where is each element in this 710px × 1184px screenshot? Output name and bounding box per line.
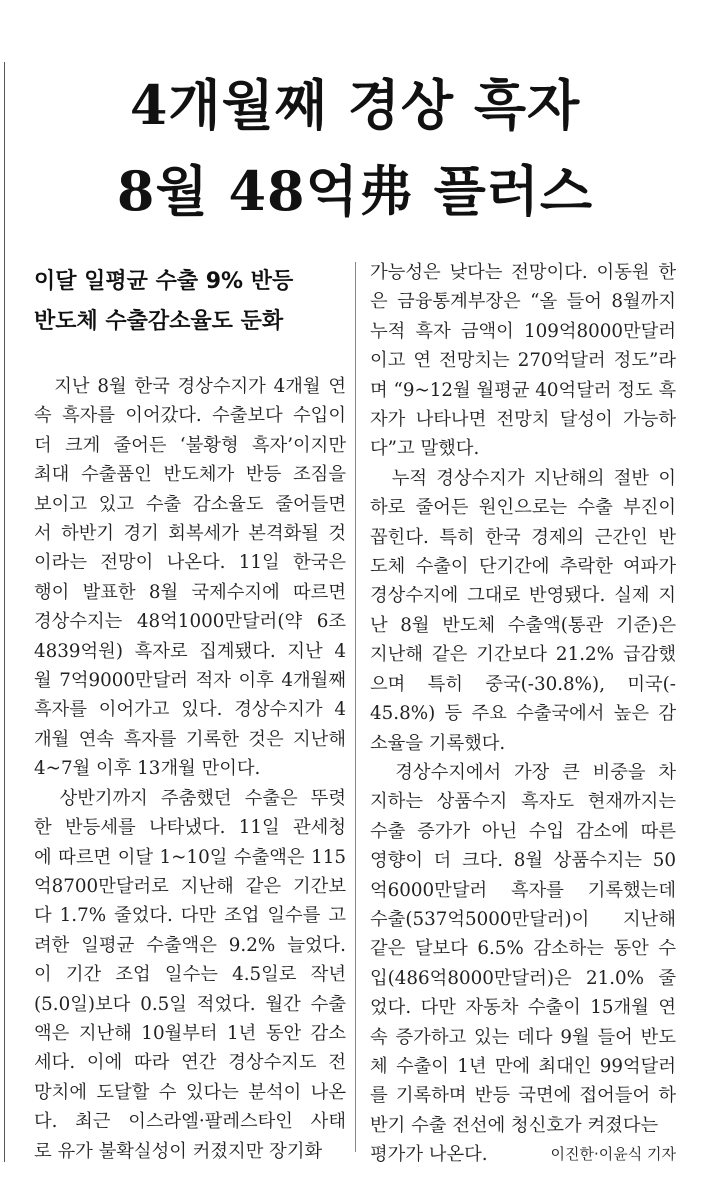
left-column-body [34, 372, 346, 1166]
body-line: 지난해 같은 기간보다 21.2% 급감했 [370, 644, 676, 666]
body-line: 려한 일평균 수출액은 9.2% 늘었다. [34, 934, 346, 956]
body-line: 도체 수출이 단기간에 추락한 여파가 [370, 556, 676, 578]
body-line: 며 “9~12월 월평균 40억달러 정도 흑 [370, 379, 676, 401]
body-line: 45.8%) 등 주요 수출국에서 높은 감 [370, 703, 676, 725]
body-line: 경상수지에서 가장 큰 비중을 차 [370, 761, 676, 783]
body-line: 누적 흑자 금액이 109억8000만달러 [370, 320, 676, 342]
body-line: 속 증가하고 있는 데다 9월 들어 반도 [370, 1026, 676, 1048]
body-line: 4~7월 이후 13개월 만이다. [34, 758, 261, 780]
body-line: 지하는 상품수지 흑자도 현재까지는 [370, 791, 676, 813]
body-line: 소율을 기록했다. [370, 732, 506, 754]
body-line: 를 기록하며 반등 국면에 접어들어 하 [370, 1085, 676, 1107]
body-line: 가능성은 낮다는 전망이다. 이동원 한 [370, 262, 676, 283]
body-line: 영향이 더 크다. 8월 상품수지는 50 [370, 850, 676, 872]
body-line: 으며 특히 중국(-30.8%), 미국(- [370, 673, 676, 695]
body-line: 난 8월 반도체 수출액(통관 기준)은 [370, 614, 676, 636]
body-line: 망치에 도달할 수 있다는 분석이 나온 [34, 1081, 346, 1103]
body-line: 수출(537억5000만달러)이 지난해 [370, 908, 676, 930]
body-line: 다”고 말했다. [370, 438, 480, 460]
body-line: 꼽힌다. 특히 한국 경제의 근간인 반 [370, 526, 676, 548]
right-column-body [370, 258, 676, 1140]
body-line: 경상수지는 48억1000만달러(약 6조 [34, 611, 346, 633]
subheadline-line-1: 이달 일평균 수출 9% 반등 [34, 269, 294, 294]
body-line: 월 7억9000만달러 적자 이후 4개월째 [34, 670, 346, 692]
article-left-column [34, 258, 346, 1166]
body-line: 누적 경상수지가 지난해의 절반 이 [370, 467, 676, 489]
body-line: 최대 수출품인 반도체가 반등 조짐을 [34, 464, 346, 486]
body-line: 이라는 전망이 나온다. 11일 한국은 [34, 552, 346, 574]
body-line: 액은 지난해 10월부터 1년 동안 감소 [34, 1022, 346, 1044]
body-line: 자가 나타나면 전망치 달성이 가능하 [370, 409, 676, 431]
headline-line-2: 8월 48억弗 플러스 [116, 159, 594, 223]
body-line: 이고 연 전망치는 270억달러 정도”라 [370, 350, 676, 372]
body-line: 다. 최근 이스라엘·팔레스타인 사태 [34, 1111, 346, 1133]
body-line: 한 반등세를 나타냈다. 11일 관세청 [34, 817, 346, 839]
subheadline [34, 262, 346, 342]
column-divider [355, 262, 356, 1152]
body-line: 체 수출이 1년 만에 최대인 99억달러 [370, 1055, 676, 1077]
body-line: 이 기간 조업 일수는 4.5일로 작년 [34, 964, 346, 986]
body-line: 은 금융통계부장은 “올 들어 8월까지 [370, 291, 676, 313]
body-line: 속 흑자를 이어갔다. 수출보다 수입이 [34, 405, 346, 427]
body-line: 반기 수출 전선에 청신호가 켜졌다는 [370, 1114, 659, 1136]
body-line: 상반기까지 주춤했던 수출은 뚜렷 [34, 787, 346, 809]
body-line: (5.0일)보다 0.5일 적었다. 월간 수출 [34, 993, 346, 1015]
closing-row [370, 1140, 676, 1169]
body-line: 세다. 이에 따라 연간 경상수지도 전 [34, 1052, 346, 1074]
body-line: 하로 줄어든 원인으로는 수출 부진이 [370, 497, 676, 519]
body-line: 보이고 있고 수출 감소율도 줄어들면 [34, 493, 346, 515]
body-line: 지난 8월 한국 경상수지가 4개월 연 [34, 376, 346, 397]
page-edge-rule [4, 62, 5, 1162]
body-line: 흑자를 이어가고 있다. 경상수지가 4 [34, 699, 346, 721]
body-line: 다 1.7% 줄었다. 다만 조업 일수를 고 [34, 905, 346, 927]
body-line: 억8700만달러로 지난해 같은 기간보 [34, 875, 346, 897]
subheadline-line-2: 반도체 수출감소율도 둔화 [34, 309, 284, 334]
body-line: 로 유가 불확실성이 커졌지만 장기화 [34, 1140, 323, 1162]
byline: 이진한·이윤식 기자 [550, 1145, 676, 1164]
headline [20, 62, 690, 234]
body-line: 억6000만달러 흑자를 기록했는데 [370, 879, 676, 901]
body-line: 개월 연속 흑자를 기록한 것은 지난해 [34, 728, 346, 750]
body-line: 더 크게 줄어든 ‘불황형 흑자’이지만 [34, 434, 346, 456]
body-line: 수출 증가가 아닌 수입 감소에 따른 [370, 820, 676, 842]
body-line: 같은 달보다 6.5% 감소하는 동안 수 [370, 938, 676, 960]
body-line: 서 하반기 경기 회복세가 본격화될 것 [34, 523, 346, 545]
body-line: 행이 발표한 8월 국제수지에 따르면 [34, 581, 346, 603]
body-line: 에 따르면 이달 1~10일 수출액은 115 [34, 846, 346, 868]
article-right-column [370, 258, 676, 1170]
body-line: 4839억원) 흑자로 집계됐다. 지난 4 [34, 640, 346, 662]
closing-text: 평가가 나온다. [370, 1144, 488, 1166]
body-line: 입(486억8000만달러)은 21.0% 줄 [370, 967, 676, 989]
body-line: 었다. 다만 자동차 수출이 15개월 연 [370, 997, 676, 1019]
body-line: 경상수지에 그대로 반영됐다. 실제 지 [370, 585, 676, 607]
headline-line-1: 4개월째 경상 흑자 [129, 73, 581, 137]
